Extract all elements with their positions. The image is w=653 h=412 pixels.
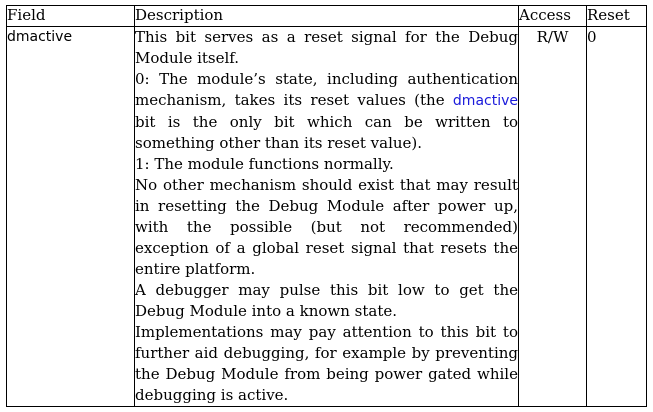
- field-column-header: Field: [7, 6, 135, 27]
- field-cell: [7, 27, 135, 407]
- description-text: 0: The module’s state, including authentication mechanism, takes its reset values (the: [135, 70, 518, 109]
- reset-cell: 0: [587, 27, 647, 407]
- description-paragraph: This bit serves as a reset signal for the Debug Module itself.: [135, 28, 518, 67]
- dmactive-field-reference-link[interactable]: dmactive: [452, 93, 518, 109]
- description-paragraph: No other mechanism should exist that may result in resetting the Debug Module after power up, with the possible (but not recommended) exception of a global reset signal that resets the entire platform.: [135, 176, 518, 278]
- field-name: dmactive: [7, 29, 73, 45]
- description-paragraph: [135, 69, 518, 154]
- description-paragraph: 1: The module functions normally.: [135, 155, 394, 173]
- access-column-header: Access: [519, 6, 587, 27]
- reset-column-header: Reset: [587, 6, 647, 27]
- table-row: [7, 27, 647, 407]
- access-cell: R/W: [519, 27, 587, 407]
- table-header-row: [7, 6, 647, 27]
- register-field-table: [6, 5, 647, 407]
- description-paragraph: A debugger may pulse this bit low to get the Debug Module into a known state.: [135, 281, 518, 320]
- description-column-header: Description: [135, 6, 519, 27]
- description-cell: [135, 27, 519, 407]
- description-text: bit is the only bit which can be written to something other than its reset value).: [135, 113, 518, 152]
- description-paragraph: Implementations may pay attention to this bit to further aid debugging, for example by preventing the Debug Module from being power gated while debugging is active.: [135, 323, 518, 404]
